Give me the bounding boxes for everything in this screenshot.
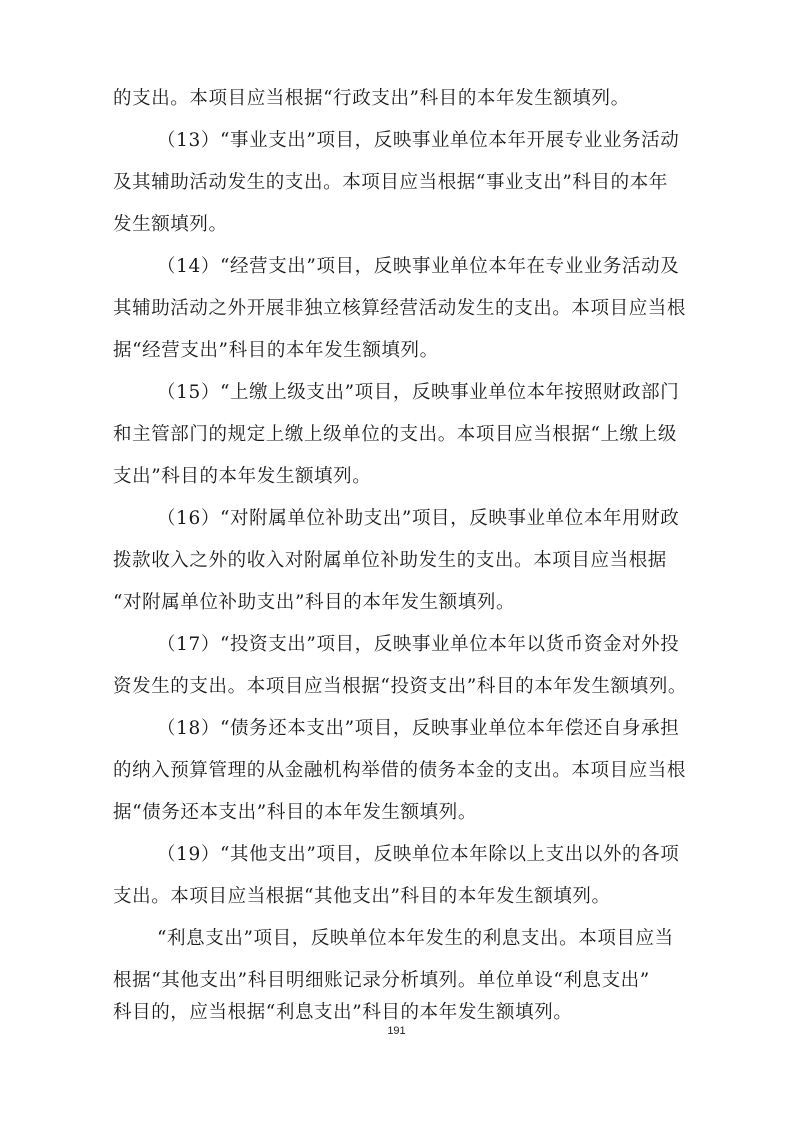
- text-line: 的支出。本项目应当根据“行政支出”科目的本年发生额填列。: [113, 88, 630, 109]
- text-line: 科目的，应当根据“利息支出”科目的本年发生额填列。: [113, 1002, 573, 1023]
- paragraph-13-first-line: （13）“事业支出”项目，反映事业单位本年开展专业业务活动: [157, 130, 680, 151]
- text-line: 据“经营支出”科目的本年发生额填列。: [113, 340, 439, 361]
- page-number: 191: [387, 1025, 406, 1037]
- text-line: 及其辅助活动发生的支出。本项目应当根据“事业支出”科目的本年: [113, 172, 668, 193]
- text-line: 支出”科目的本年发生额填列。: [113, 466, 372, 487]
- paragraph-interest-first-line: “利息支出”项目，反映单位本年发生的利息支出。本项目应当: [157, 928, 674, 949]
- paragraph-16-first-line: （16）“对附属单位补助支出”项目，反映事业单位本年用财政: [157, 508, 680, 529]
- paragraph-15-first-line: （15）“上缴上级支出”项目，反映事业单位本年按照财政部门: [157, 382, 680, 403]
- text-line: 根据“其他支出”科目明细账记录分析填列。单位单设“利息支出”: [113, 970, 650, 991]
- text-line: 拨款收入之外的收入对附属单位补助发生的支出。本项目应当根据: [113, 550, 667, 571]
- text-line: 据“债务还本支出”科目的本年发生额填列。: [113, 802, 477, 823]
- text-line: 资发生的支出。本项目应当根据“投资支出”科目的本年发生额填列。: [113, 676, 688, 697]
- paragraph-19-first-line: （19）“其他支出”项目，反映单位本年除以上支出以外的各项: [157, 844, 680, 865]
- text-line: 其辅助活动之外开展非独立核算经营活动发生的支出。本项目应当根: [113, 298, 687, 319]
- text-line: 和主管部门的规定上缴上级单位的支出。本项目应当根据“上缴上级: [113, 424, 677, 445]
- text-line: 的纳入预算管理的从金融机构举借的债务本金的支出。本项目应当根: [113, 760, 687, 781]
- text-line: 发生额填列。: [113, 214, 228, 235]
- paragraph-17-first-line: （17）“投资支出”项目，反映事业单位本年以货币资金对外投: [157, 634, 680, 655]
- paragraph-14-first-line: （14）“经营支出”项目，反映事业单位本年在专业业务活动及: [157, 256, 680, 277]
- text-line: “对附属单位补助支出”科目的本年发生额填列。: [113, 592, 516, 613]
- text-line: 支出。本项目应当根据“其他支出”科目的本年发生额填列。: [113, 886, 611, 907]
- paragraph-18-first-line: （18）“债务还本支出”项目，反映事业单位本年偿还自身承担: [157, 718, 680, 739]
